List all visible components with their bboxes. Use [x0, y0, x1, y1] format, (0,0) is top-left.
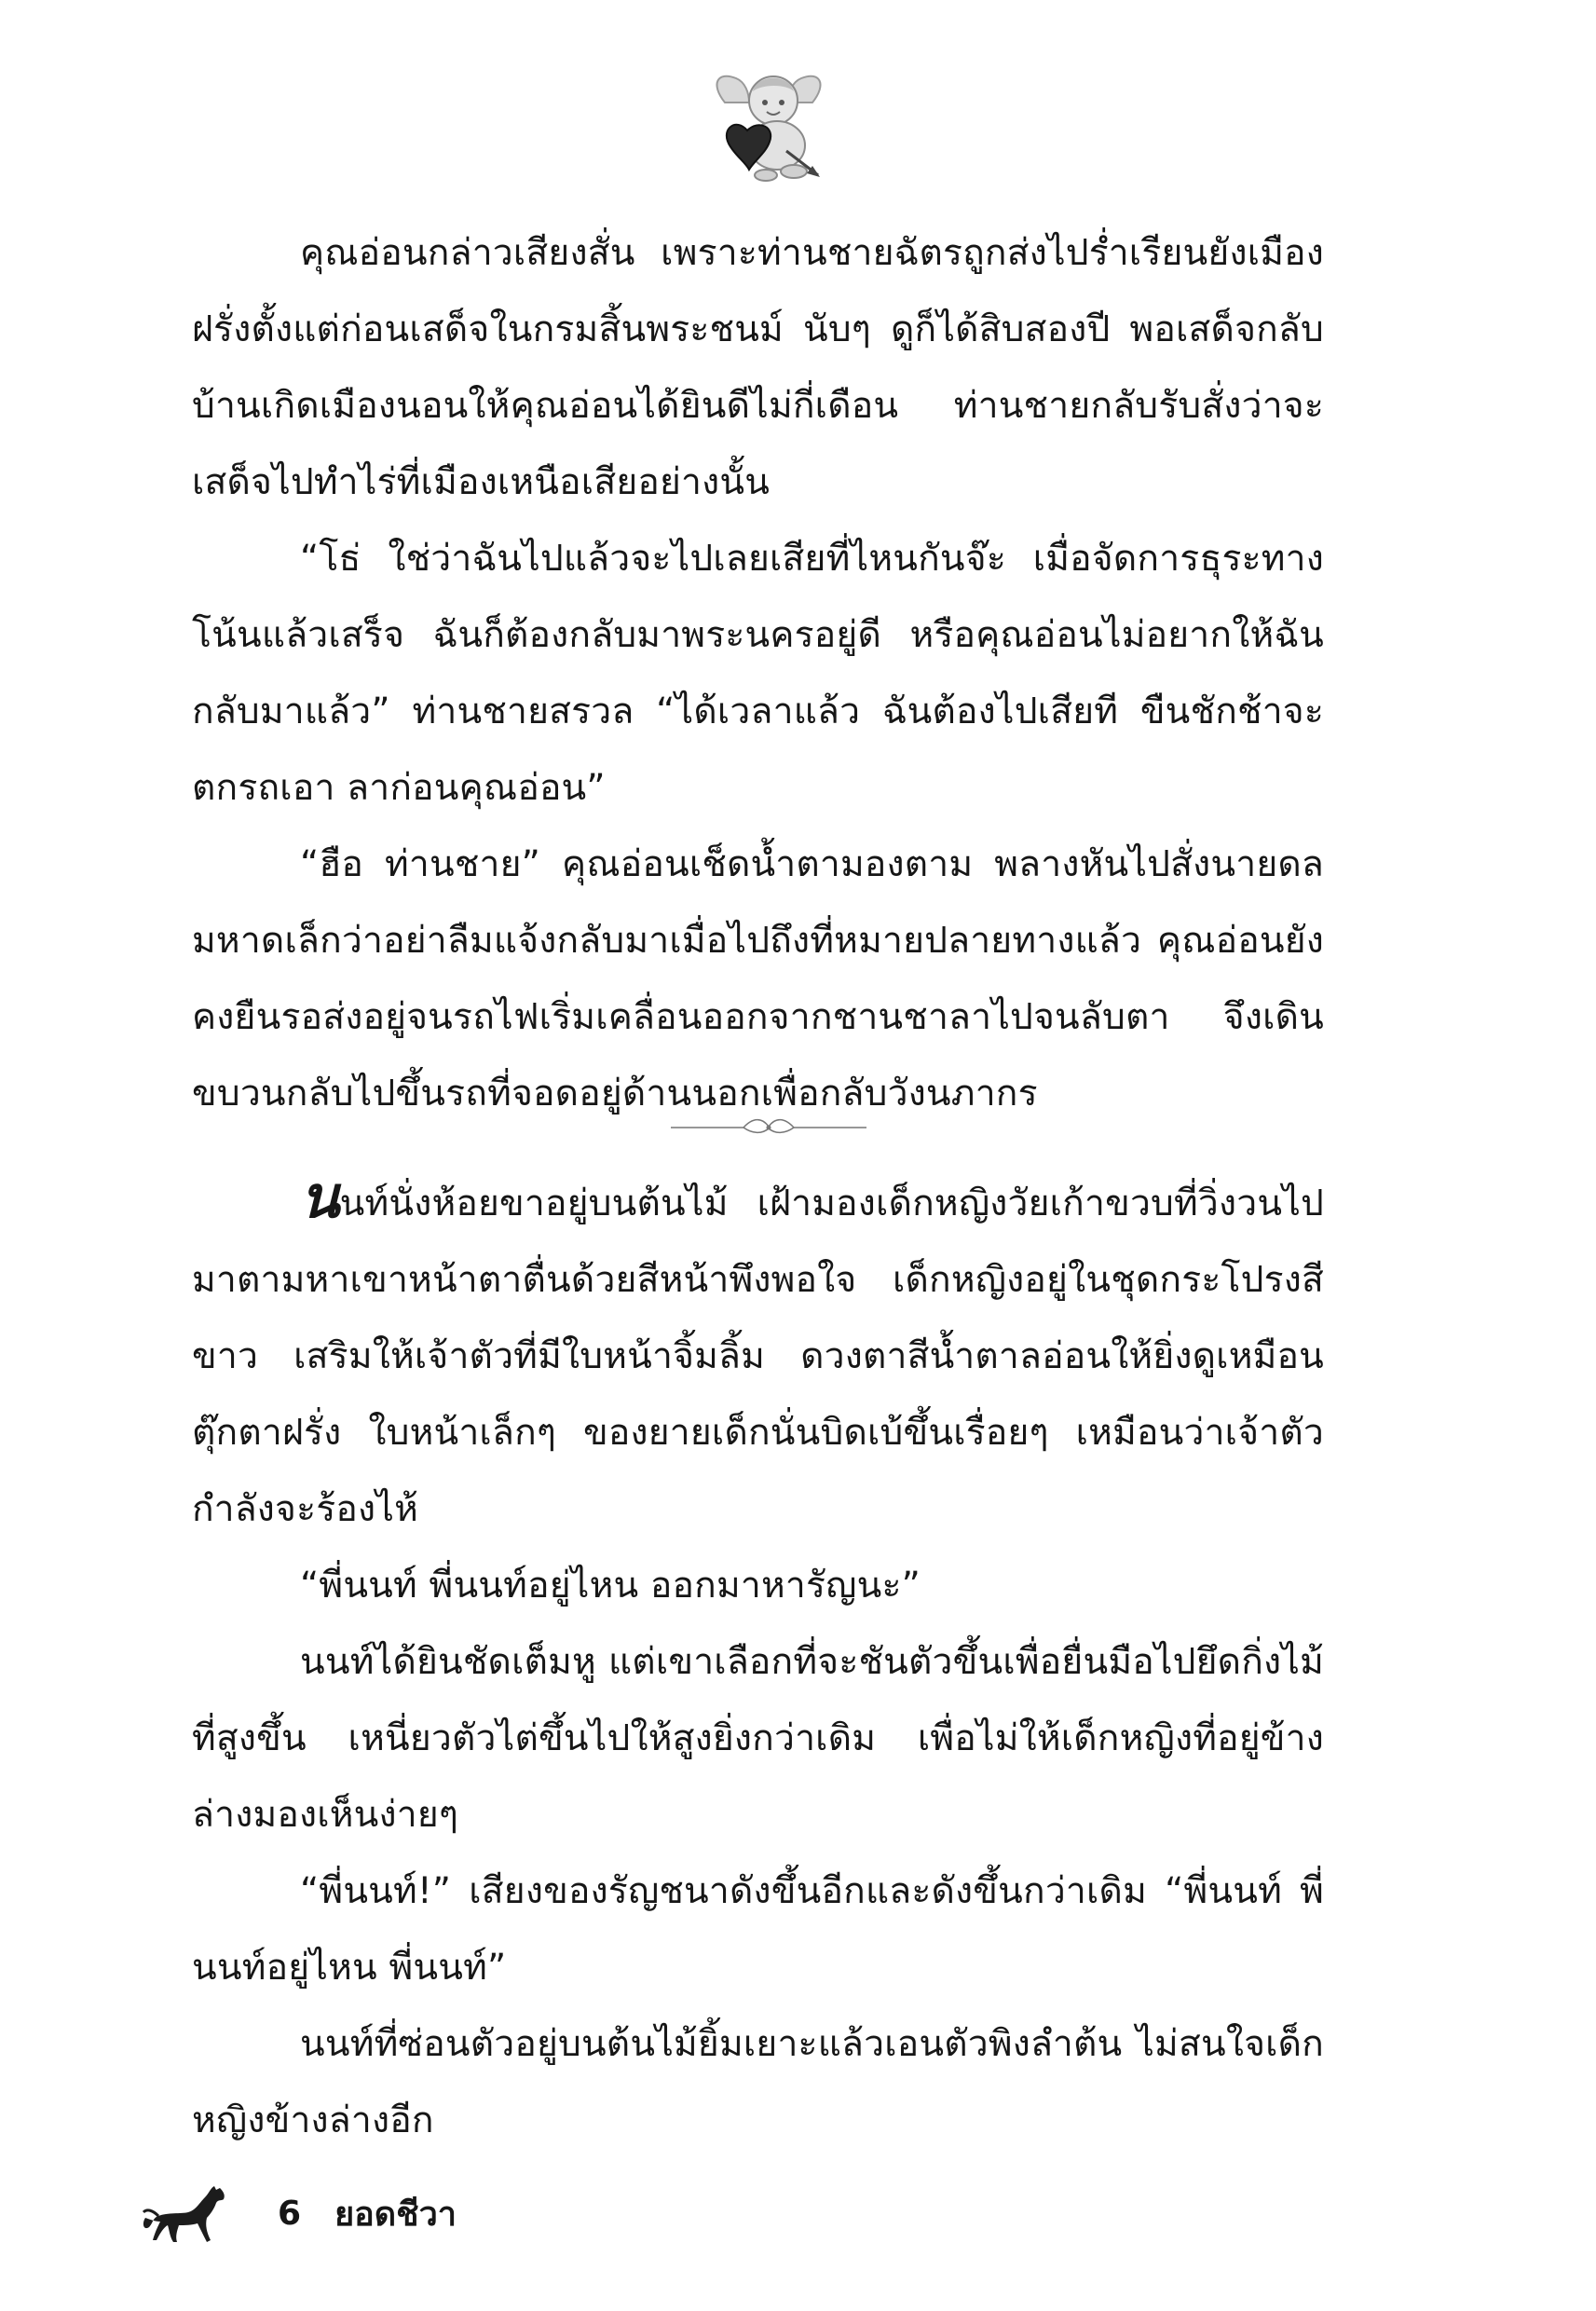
page-footer: [140, 2171, 457, 2255]
paragraph: นนท์ได้ยินชัดเต็มหู แต่เขาเลือกที่จะชันตัวขึ้นเพื่อยื่นมือไปยึดกิ่งไม้ที่สูงขึ้น เหนี่ยวตัวไต่ขึ้นไปให้สูงยิ่งกว่าเดิม เพื่อไม่ให้เด็กหญิงที่อยู่ข้างล่างมองเห็นง่ายๆ: [192, 1641, 1324, 1836]
drop-letter: น: [300, 1163, 340, 1231]
book-title: ยอดชีวา: [334, 2195, 457, 2234]
horse-icon: [140, 2181, 229, 2246]
cupid-with-heart-icon: [708, 65, 829, 186]
text-block-bottom: [192, 1163, 1324, 2159]
ornamental-divider-icon: [671, 1114, 866, 1142]
paragraph: “ฮือ ท่านชาย” คุณอ่อนเช็ดน้ำตามองตาม พลางหันไปสั่งนายดลมหาดเล็กว่าอย่าลืมแจ้งกลับมาเมื่อไปถึงที่หมายปลายทางแล้ว คุณอ่อนยังคงยืนรอส่งอยู่จนรถไฟเริ่มเคลื่อนออกจากชานชาลาไปจนลับตา จึงเดินขบวนกลับไปขึ้นรถที่จอดอยู่ด้านนอกเพื่อกลับวังนภากร: [192, 843, 1324, 1114]
paragraph: “พี่นนท์!” เสียงของรัญชนาดังขึ้นอีกและดังขึ้นกว่าเดิม “พี่นนท์ พี่นนท์อยู่ไหน พี่นนท์”: [192, 1870, 1324, 1989]
paragraph-text: นท์นั่งห้อยขาอยู่บนต้นไม้ เฝ้ามองเด็กหญิงวัยเก้าขวบที่วิ่งวนไปมาตามหาเขาหน้าตาตื่นด้วยสีหน้าพึงพอใจ เด็กหญิงอยู่ในชุดกระโปรงสีขาว เสริมให้เจ้าตัวที่มีใบหน้าจิ้มลิ้ม ดวงตาสีน้ำตาลอ่อนให้ยิ่งดูเหมือนตุ๊กตาฝรั่ง ใบหน้าเล็กๆ ของยายเด็กนั่นบิดเบ้ขึ้นเรื่อยๆ เหมือนว่าเจ้าตัวกำลังจะร้องไห้: [192, 1183, 1324, 1530]
paragraph: นนท์ที่ซ่อนตัวอยู่บนต้นไม้ยิ้มเยาะแล้วเอนตัวพิงลำต้น ไม่สนใจเด็กหญิงข้างล่างอีก: [192, 2023, 1324, 2141]
text-block-top: [192, 215, 1324, 1132]
page-number: 6: [278, 2194, 302, 2233]
paragraph: “โธ่ ใช่ว่าฉันไปแล้วจะไปเลยเสียที่ไหนกันจ๊ะ เมื่อจัดการธุระทางโน้นแล้วเสร็จ ฉันก็ต้องกลับมาพระนครอยู่ดี หรือคุณอ่อนไม่อยากให้ฉันกลับมาแล้ว” ท่านชายสรวล “ได้เวลาแล้ว ฉันต้องไปเสียที ขืนชักช้าจะตกรถเอา ลาก่อนคุณอ่อน”: [192, 538, 1324, 809]
paragraph: คุณอ่อนกล่าวเสียงสั่น เพราะท่านชายฉัตรถูกส่งไปร่ำเรียนยังเมืองฝรั่งตั้งแต่ก่อนเสด็จในกรมสิ้นพระชนม์ นับๆ ดูก็ได้สิบสองปี พอเสด็จกลับบ้านเกิดเมืองนอนให้คุณอ่อนได้ยินดีไม่กี่เดือน ท่านชายกลับรับสั่งว่าจะเสด็จไปทำไร่ที่เมืองเหนือเสียอย่างนั้น: [192, 232, 1324, 503]
paragraph-with-drop-letter: [192, 1163, 1324, 1548]
paragraph: “พี่นนท์ พี่นนท์อยู่ไหน ออกมาหารัญนะ”: [300, 1565, 921, 1607]
